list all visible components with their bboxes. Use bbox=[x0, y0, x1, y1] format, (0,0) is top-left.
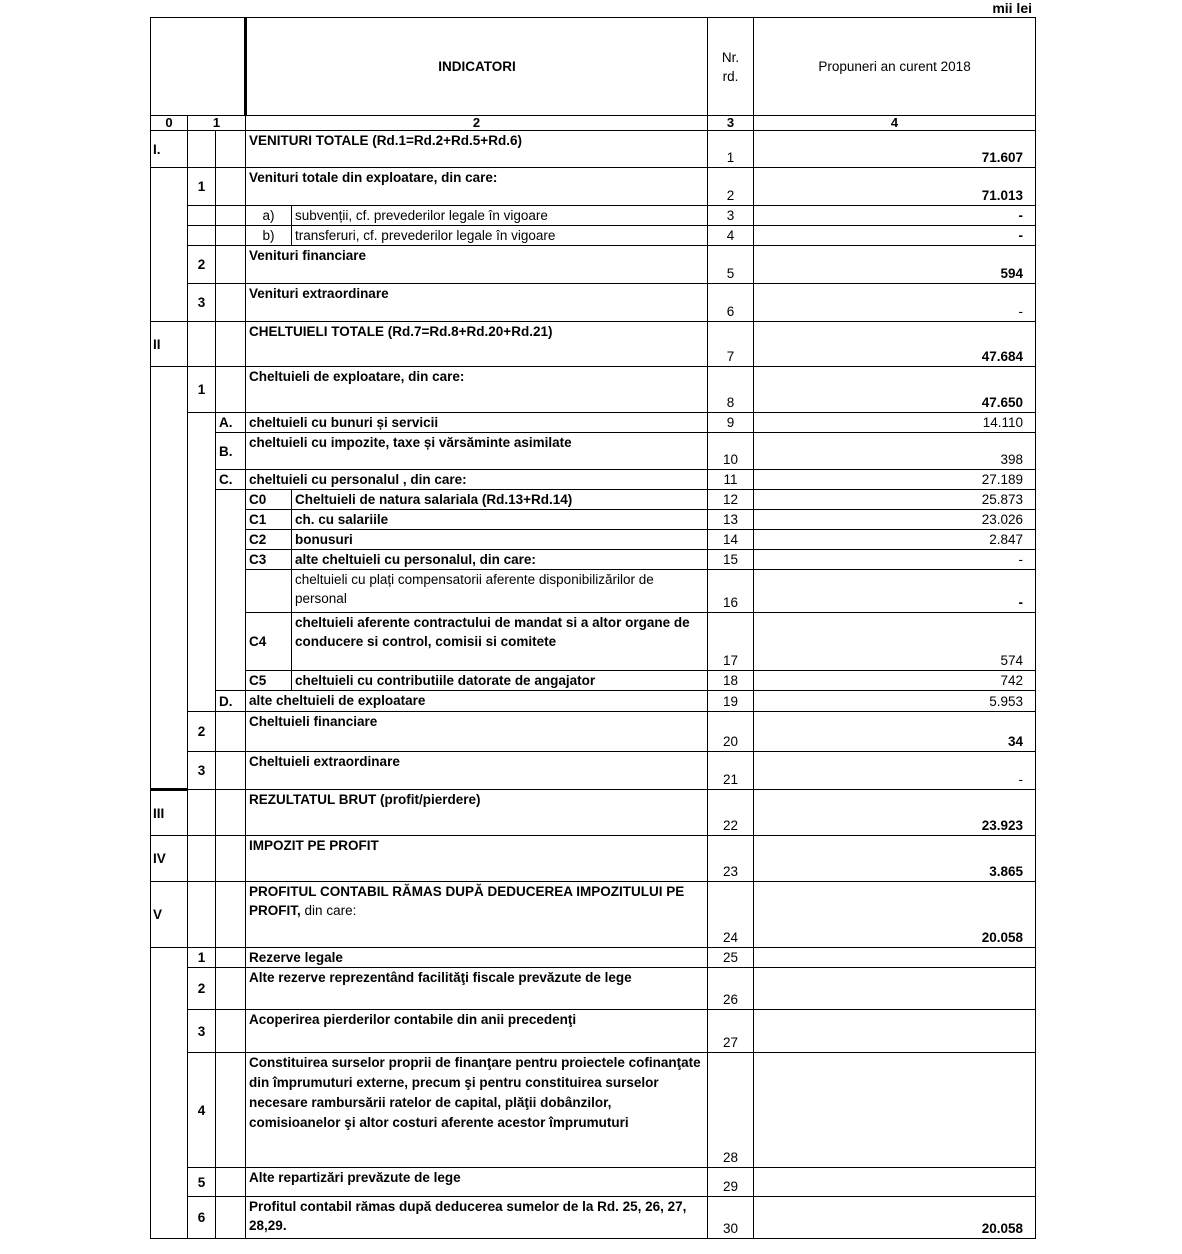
row-value: 20.058 bbox=[754, 1197, 1036, 1239]
letter-cell: D. bbox=[216, 691, 246, 712]
section-number: 1 bbox=[188, 948, 216, 968]
row-label: alte cheltuieli de exploatare bbox=[246, 691, 708, 712]
roman-cell: V bbox=[151, 882, 188, 948]
code-cell bbox=[246, 570, 292, 613]
row-label: Cheltuieli de natura salariala (Rd.13+Rd.14) bbox=[292, 490, 708, 510]
row-value bbox=[754, 1168, 1036, 1197]
row-nr: 3 bbox=[708, 206, 754, 226]
table-row bbox=[151, 490, 1036, 510]
financial-table bbox=[150, 17, 1036, 1239]
section-number: 3 bbox=[188, 284, 216, 322]
row-value: 594 bbox=[754, 246, 1036, 284]
row-nr: 4 bbox=[708, 226, 754, 246]
row-value: - bbox=[754, 206, 1036, 226]
row-label: cheltuieli cu contributiile datorate de angajator bbox=[292, 671, 708, 691]
section-number: 2 bbox=[188, 712, 216, 752]
row-label: Venituri totale din exploatare, din care: bbox=[246, 168, 708, 206]
row-nr: 15 bbox=[708, 550, 754, 570]
sub-letter: b) bbox=[246, 226, 292, 246]
letter-cell: B. bbox=[216, 433, 246, 470]
table-row bbox=[151, 530, 1036, 550]
row-label-tail: din care: bbox=[300, 903, 357, 918]
letter-cell: C. bbox=[216, 470, 246, 490]
row-nr: 23 bbox=[708, 836, 754, 882]
row-nr: 27 bbox=[708, 1010, 754, 1053]
section-number: 2 bbox=[188, 968, 216, 1010]
row-nr: 21 bbox=[708, 752, 754, 790]
row-label: IMPOZIT PE PROFIT bbox=[246, 836, 708, 882]
table-row bbox=[151, 284, 1036, 322]
row-nr: 26 bbox=[708, 968, 754, 1010]
roman-cell: I. bbox=[151, 131, 188, 168]
col-index-4: 4 bbox=[754, 116, 1036, 131]
col-index-2: 2 bbox=[246, 116, 708, 131]
row-nr: 12 bbox=[708, 490, 754, 510]
section-number: 2 bbox=[188, 246, 216, 284]
row-label: Profitul contabil rămas după deducerea sumelor de la Rd. 25, 26, 27, 28,29. bbox=[246, 1197, 708, 1239]
section-number: 4 bbox=[188, 1053, 216, 1168]
row-nr: 14 bbox=[708, 530, 754, 550]
row-label: REZULTATUL BRUT (profit/pierdere) bbox=[246, 790, 708, 836]
row-value: 5.953 bbox=[754, 691, 1036, 712]
row-value: 23.026 bbox=[754, 510, 1036, 530]
sub-letter: a) bbox=[246, 206, 292, 226]
row-label: cheltuieli cu personalul , din care: bbox=[246, 470, 708, 490]
row-nr: 18 bbox=[708, 671, 754, 691]
row-value bbox=[754, 1010, 1036, 1053]
row-label: Cheltuieli financiare bbox=[246, 712, 708, 752]
row-label: cheltuieli aferente contractului de mandat si a altor organe de conducere si control, comisii si comitete bbox=[292, 613, 708, 671]
row-value: 71.013 bbox=[754, 168, 1036, 206]
table-row bbox=[151, 131, 1036, 168]
row-label: cheltuieli cu impozite, taxe și vărsăminte asimilate bbox=[246, 433, 708, 470]
row-value bbox=[754, 948, 1036, 968]
column-index-row bbox=[151, 116, 1036, 131]
table-row bbox=[151, 948, 1036, 968]
row-nr: 20 bbox=[708, 712, 754, 752]
row-nr: 22 bbox=[708, 790, 754, 836]
row-label: cheltuieli cu bunuri și servicii bbox=[246, 413, 708, 433]
table-row bbox=[151, 968, 1036, 1010]
table-row bbox=[151, 1168, 1036, 1197]
table-row bbox=[151, 367, 1036, 413]
code-cell: C3 bbox=[246, 550, 292, 570]
table-row bbox=[151, 570, 1036, 613]
row-nr: 5 bbox=[708, 246, 754, 284]
row-nr: 10 bbox=[708, 433, 754, 470]
row-value: 23.923 bbox=[754, 790, 1036, 836]
section-number: 1 bbox=[188, 367, 216, 413]
table-row bbox=[151, 322, 1036, 367]
code-cell: C4 bbox=[246, 613, 292, 671]
roman-cell: IV bbox=[151, 836, 188, 882]
row-nr: 28 bbox=[708, 1053, 754, 1168]
table-row bbox=[151, 613, 1036, 671]
row-value: - bbox=[754, 226, 1036, 246]
letter-cell: A. bbox=[216, 413, 246, 433]
row-nr: 8 bbox=[708, 367, 754, 413]
table-row bbox=[151, 712, 1036, 752]
code-cell: C5 bbox=[246, 671, 292, 691]
row-value bbox=[754, 968, 1036, 1010]
table-row bbox=[151, 790, 1036, 836]
row-nr: 7 bbox=[708, 322, 754, 367]
code-cell: C0 bbox=[246, 490, 292, 510]
row-value: 742 bbox=[754, 671, 1036, 691]
table-row bbox=[151, 671, 1036, 691]
row-value: 14.110 bbox=[754, 413, 1036, 433]
code-cell: C2 bbox=[246, 530, 292, 550]
row-nr: 9 bbox=[708, 413, 754, 433]
row-nr: 25 bbox=[708, 948, 754, 968]
row-value: 47.650 bbox=[754, 367, 1036, 413]
row-label: Acoperirea pierderilor contabile din anii precedenţi bbox=[246, 1010, 708, 1053]
col-index-1: 1 bbox=[188, 116, 246, 131]
row-value: 25.873 bbox=[754, 490, 1036, 510]
table-row bbox=[151, 246, 1036, 284]
row-value: 71.607 bbox=[754, 131, 1036, 168]
row-label: Cheltuieli extraordinare bbox=[246, 752, 708, 790]
section-number: 1 bbox=[188, 168, 216, 206]
table-row bbox=[151, 1053, 1036, 1168]
row-value: 2.847 bbox=[754, 530, 1036, 550]
table-row bbox=[151, 691, 1036, 712]
table-row bbox=[151, 433, 1036, 470]
table-row bbox=[151, 510, 1036, 530]
table-row bbox=[151, 206, 1036, 226]
row-value: 27.189 bbox=[754, 470, 1036, 490]
col-index-0: 0 bbox=[151, 116, 188, 131]
row-label bbox=[246, 882, 708, 948]
unit-label: mii lei bbox=[992, 0, 1032, 16]
row-label: Rezerve legale bbox=[246, 948, 708, 968]
row-label: alte cheltuieli cu personalul, din care: bbox=[292, 550, 708, 570]
row-value: - bbox=[754, 752, 1036, 790]
row-label: Alte repartizări prevăzute de lege bbox=[246, 1168, 708, 1197]
row-nr: 6 bbox=[708, 284, 754, 322]
table-row bbox=[151, 752, 1036, 790]
row-label: Cheltuieli de exploatare, din care: bbox=[246, 367, 708, 413]
section-number: 3 bbox=[188, 1010, 216, 1053]
table-row bbox=[151, 470, 1036, 490]
row-label: transferuri, cf. prevederilor legale în vigoare bbox=[292, 226, 708, 246]
row-value: - bbox=[754, 550, 1036, 570]
row-label: VENITURI TOTALE (Rd.1=Rd.2+Rd.5+Rd.6) bbox=[246, 131, 708, 168]
row-label: Venituri extraordinare bbox=[246, 284, 708, 322]
row-nr: 1 bbox=[708, 131, 754, 168]
table-row bbox=[151, 882, 1036, 948]
row-label: cheltuieli cu plați compensatorii aferente disponibilizărilor de personal bbox=[292, 570, 708, 613]
table-row bbox=[151, 413, 1036, 433]
row-label: Alte rezerve reprezentând facilităţi fiscale prevăzute de lege bbox=[246, 968, 708, 1010]
row-nr: 11 bbox=[708, 470, 754, 490]
section-number: 5 bbox=[188, 1168, 216, 1197]
row-label: bonusuri bbox=[292, 530, 708, 550]
row-nr: 30 bbox=[708, 1197, 754, 1239]
row-value bbox=[754, 1053, 1036, 1168]
row-nr: 2 bbox=[708, 168, 754, 206]
row-value: 47.684 bbox=[754, 322, 1036, 367]
table-row bbox=[151, 1010, 1036, 1053]
table-row bbox=[151, 168, 1036, 206]
header-nr-rd: Nr. rd. bbox=[708, 18, 754, 116]
row-value: 3.865 bbox=[754, 836, 1036, 882]
row-label: Constituirea surselor proprii de finanţare pentru proiectele cofinanţate din împrumuturi externe, precum şi pentru constituirea surselor necesare rambursării ratelor de capital, plăţii dobânzilor, comisioanelor şi altor costuri aferente acestor împrumuturi bbox=[246, 1053, 708, 1168]
header-indicatori: INDICATORI bbox=[246, 18, 708, 116]
header-propuneri: Propuneri an curent 2018 bbox=[754, 18, 1036, 116]
row-nr: 13 bbox=[708, 510, 754, 530]
row-value: 574 bbox=[754, 613, 1036, 671]
row-value: 20.058 bbox=[754, 882, 1036, 948]
row-value: - bbox=[754, 284, 1036, 322]
row-label-main: PROFITUL CONTABIL RĂMAS DUPĂ DEDUCEREA IMPOZITULUI PE PROFIT, bbox=[249, 884, 685, 918]
row-label: Venituri financiare bbox=[246, 246, 708, 284]
table-row bbox=[151, 226, 1036, 246]
roman-cell: III bbox=[151, 790, 188, 836]
row-nr: 17 bbox=[708, 613, 754, 671]
roman-cell: II bbox=[151, 322, 188, 367]
section-number: 3 bbox=[188, 752, 216, 790]
row-nr: 16 bbox=[708, 570, 754, 613]
col-index-3: 3 bbox=[708, 116, 754, 131]
row-label: ch. cu salariile bbox=[292, 510, 708, 530]
table-row bbox=[151, 550, 1036, 570]
table-row bbox=[151, 1197, 1036, 1239]
row-value: - bbox=[754, 570, 1036, 613]
table-row bbox=[151, 836, 1036, 882]
row-nr: 29 bbox=[708, 1168, 754, 1197]
row-value: 34 bbox=[754, 712, 1036, 752]
row-label: subvenții, cf. prevederilor legale în vigoare bbox=[292, 206, 708, 226]
row-label: CHELTUIELI TOTALE (Rd.7=Rd.8+Rd.20+Rd.21) bbox=[246, 322, 708, 367]
row-nr: 24 bbox=[708, 882, 754, 948]
row-nr: 19 bbox=[708, 691, 754, 712]
code-cell: C1 bbox=[246, 510, 292, 530]
section-number: 6 bbox=[188, 1197, 216, 1239]
header-row bbox=[151, 18, 1036, 116]
row-value: 398 bbox=[754, 433, 1036, 470]
